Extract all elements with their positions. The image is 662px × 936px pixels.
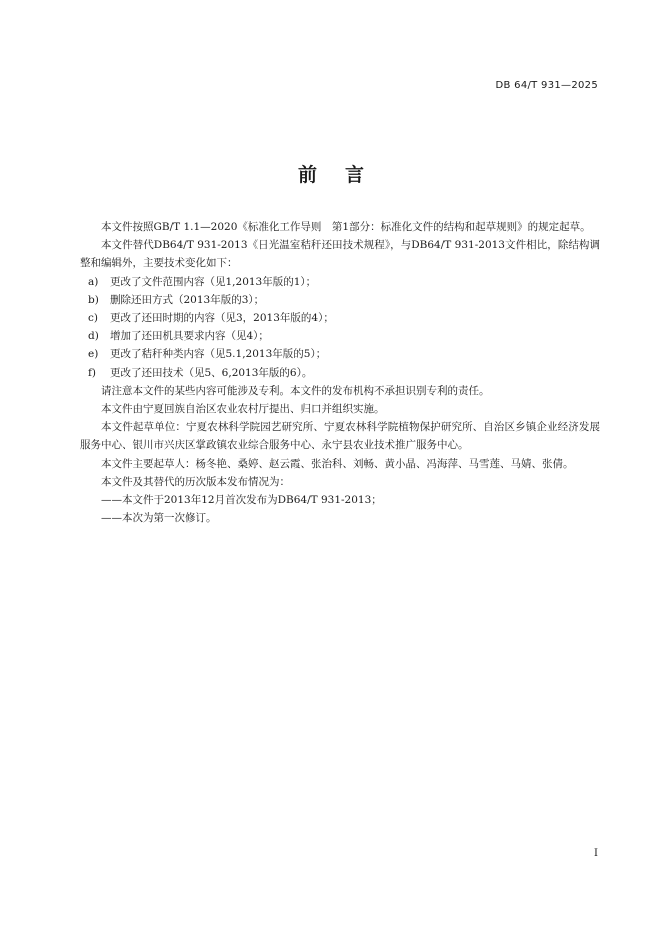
change-item — [80, 327, 600, 345]
paragraph-replacement: 本文件替代DB64/T 931-2013《日光温室秸秆还田技术规程》，与DB64/T 931-2013文件相比，除结构调整和编辑外，主要技术变化如下： — [80, 239, 600, 270]
paragraph-drafters: 本文件主要起草人：杨冬艳、桑婷、赵云霞、张治科、刘畅、黄小晶、冯海萍、马雪莲、马婧、张倩。 — [101, 457, 574, 470]
page-title: 前言 — [297, 164, 392, 186]
paragraph-history-revision: ——本次为第一次修订。 — [101, 512, 217, 525]
change-item-text: 更改了秸秆种类内容（见5.1,2013年版的5）； — [110, 348, 327, 361]
document-body — [80, 218, 600, 527]
change-item — [80, 273, 600, 291]
page-number: I — [594, 848, 598, 859]
change-item-marker: c) — [88, 312, 98, 325]
change-item — [80, 364, 600, 382]
change-item-text: 更改了还田技术（见5、6,2013年版的6）。 — [110, 366, 313, 379]
change-item-marker: e) — [88, 348, 99, 361]
change-item-text: 更改了文件范围内容（见1,2013年版的1）； — [110, 275, 317, 288]
document-code: DB 64/T 931—2025 — [495, 80, 598, 91]
paragraph-history-first: ——本文件于2013年12月首次发布为DB64/T 931-2013； — [101, 494, 382, 507]
paragraph-history-intro: 本文件及其替代的历次版本发布情况为： — [101, 475, 290, 488]
paragraph-patent-notice: 请注意本文件的某些内容可能涉及专利。本文件的发布机构不承担识别专利的责任。 — [101, 384, 490, 397]
change-item — [80, 291, 600, 309]
change-item-marker: d) — [88, 330, 99, 343]
change-item-marker: a) — [88, 275, 99, 288]
change-item-marker: f) — [88, 366, 96, 379]
paragraph-drafting-rules: 本文件按照GB/T 1.1—2020《标准化工作导则 第1部分：标准化文件的结构和起草规则》的规定起草。 — [101, 221, 591, 233]
change-item-text: 删除还田方式（2013年版的3）； — [110, 293, 265, 306]
change-item-text: 更改了还田时期的内容（见3，2013年版的4）； — [110, 312, 334, 325]
change-item-marker: b) — [88, 293, 99, 306]
change-item — [80, 345, 600, 363]
paragraph-drafting-units: 本文件起草单位：宁夏农林科学院园艺研究所、宁夏农林科学院植物保护研究所、自治区乡镇企业经济发展服务中心、银川市兴庆区掌政镇农业综合服务中心、永宁县农业技术推广服务中心。 — [80, 421, 600, 452]
change-item-text: 增加了还田机具要求内容（见4）； — [110, 330, 269, 343]
change-item — [80, 309, 600, 327]
paragraph-proposer: 本文件由宁夏回族自治区农业农村厅提出、归口并组织实施。 — [101, 403, 385, 416]
